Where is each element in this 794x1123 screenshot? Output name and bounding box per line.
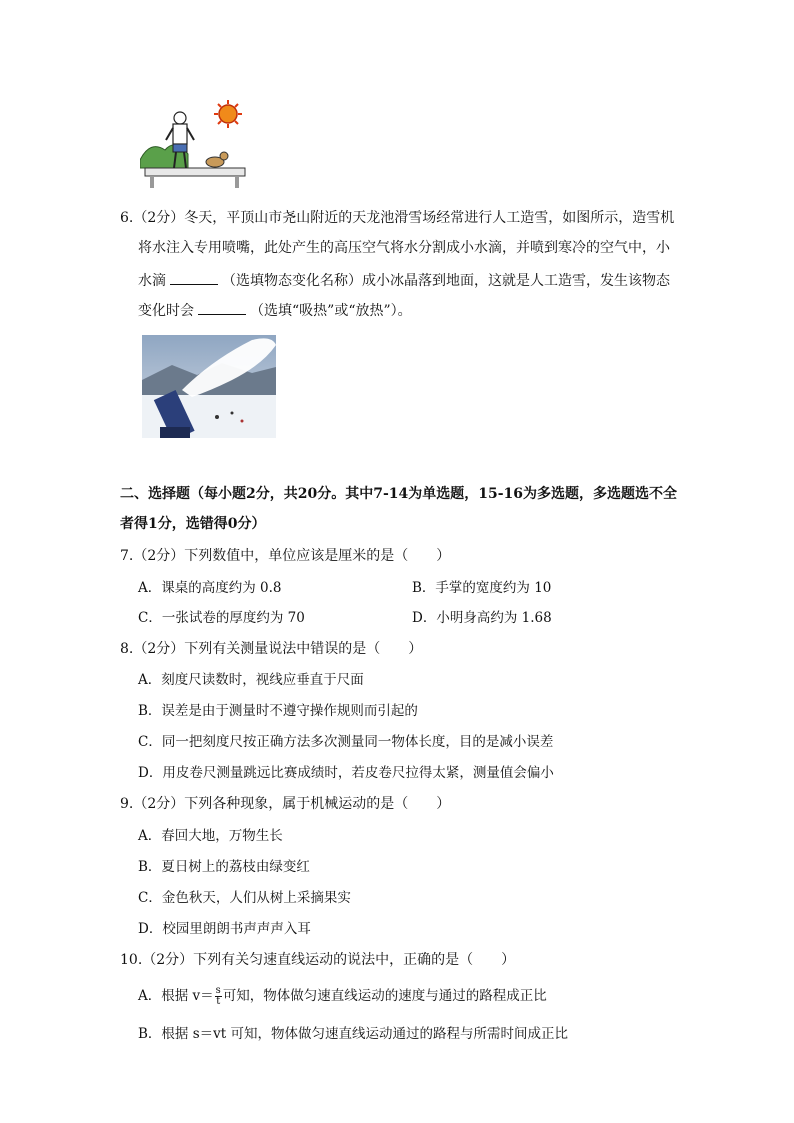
q8-option-d[interactable]: D．用皮卷尺测量跳远比赛成绩时，若皮卷尺拉得太紧，测量值会偏小 [138,765,554,781]
q7-option-b[interactable]: B．手掌的宽度约为 10 [412,580,552,596]
q10-fraction-s-over-t [215,986,222,1007]
q9-stem: 9.（2分）下列各种现象，属于机械运动的是（ ） [120,796,451,812]
q8-option-b[interactable]: B．误差是由于测量时不遵守操作规则而引起的 [138,703,418,719]
fraction-denominator: t [216,996,221,1007]
snow-photo-svg [142,335,276,438]
section-2-heading-line-2: 者得1分，选错得0分） [120,516,266,532]
q7-option-d[interactable]: D．小明身高约为 1.68 [412,610,552,626]
q6-blank-2[interactable] [198,300,246,315]
q10-stem: 10.（2分）下列有关匀速直线运动的说法中，正确的是（ ） [120,952,516,968]
q9-option-d[interactable]: D．校园里朗朗书声声声入耳 [138,921,311,937]
q10-option-a-prefix: A．根据 v＝ [138,988,214,1004]
illustration-svg [140,98,250,190]
q9-option-b[interactable]: B．夏日树上的荔枝由绿变红 [138,859,310,875]
q9-option-a[interactable]: A．春回大地，万物生长 [138,828,283,844]
q8-option-c[interactable]: C．同一把刻度尺按正确方法多次测量同一物体长度，目的是减小误差 [138,734,554,750]
section-2-heading-line-1: 二、选择题（每小题2分，共20分。其中7-14为单选题，15-16为多选题，多选题选不全 [120,486,678,502]
q6-blank-1[interactable] [170,270,218,285]
q7-stem: 7.（2分）下列数值中，单位应该是厘米的是（ ） [120,548,451,564]
q7-option-c[interactable]: C．一张试卷的厚度约为 70 [138,610,305,626]
q6-line-4 [138,300,412,321]
q10-option-a-suffix: 可知，物体做匀速直线运动的速度与通过的路程成正比 [222,988,547,1004]
q6-line-4-start: 变化时会 [138,303,194,319]
q10-option-b[interactable]: B．根据 s＝vt 可知，物体做匀速直线运动通过的路程与所需时间成正比 [138,1026,568,1042]
q7-option-a[interactable]: A．课桌的高度约为 0.8 [138,580,282,596]
sun-and-man-illustration [140,98,250,190]
q8-stem: 8.（2分）下列有关测量说法中错误的是（ ） [120,641,423,657]
q6-line-3 [138,270,670,291]
fraction-numerator: s [215,985,221,996]
q6-line-4-end: （选填“吸热”或“放热”）。 [250,303,412,319]
q6-line-3-start: 水滴 [138,273,166,289]
q9-option-c[interactable]: C．金色秋天，人们从树上采摘果实 [138,890,351,906]
q6-line-3-end: （选填物态变化名称）成小冰晶落到地面，这就是人工造雪，发生该物态 [222,273,670,289]
snow-machine-photo [142,335,276,438]
q6-line-1: 6.（2分）冬天，平顶山市尧山附近的天龙池滑雪场经常进行人工造雪，如图所示，造雪机 [120,210,675,226]
q10-option-a[interactable] [138,986,547,1007]
q8-option-a[interactable]: A．刻度尺读数时，视线应垂直于尺面 [138,672,364,688]
q6-line-2: 将水注入专用喷嘴，此处产生的高压空气将水分割成小水滴，并喷到寒冷的空气中，小 [138,240,670,256]
